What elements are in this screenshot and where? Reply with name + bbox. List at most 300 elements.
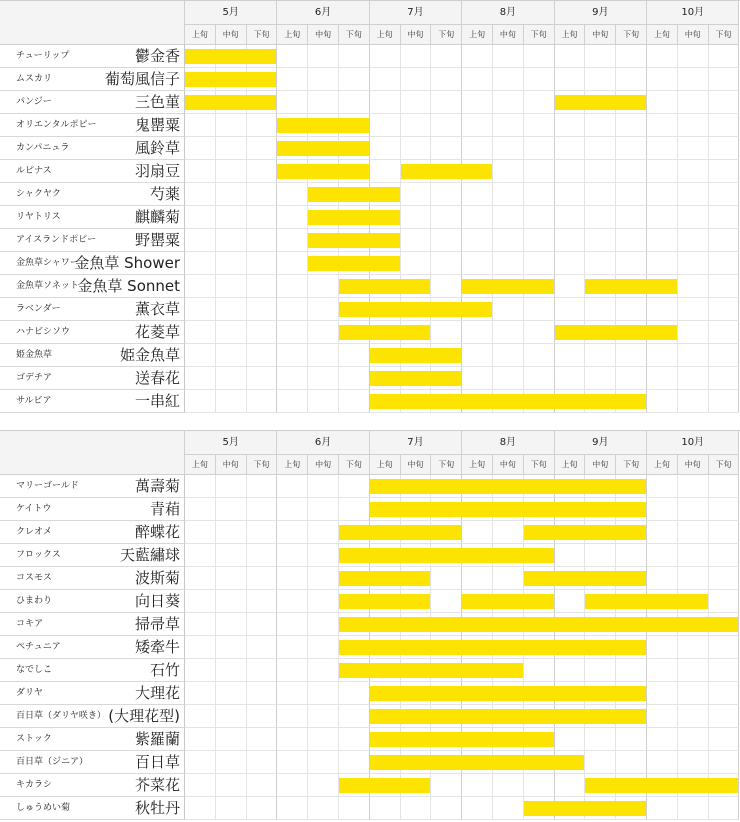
grid-cell [339,367,370,390]
grid-cell [216,114,247,137]
table-row [0,705,740,728]
grid-cell [585,137,616,160]
grid-cell [247,475,278,498]
table-row [0,682,740,705]
grid-cell [647,659,678,682]
grid-cell [585,344,616,367]
flower-label [0,659,185,682]
grid-cell [647,521,678,544]
flower-name-kanji: 金魚草 Sonnet [77,277,180,295]
grid-cell [462,137,493,160]
grid-cell [647,114,678,137]
grid-cell [247,275,278,298]
flower-name-kanji: 薫衣草 [134,300,180,318]
grid-cell [616,206,647,229]
grid-cell [185,229,216,252]
bloom-bar [308,187,399,202]
grid-cell [647,567,678,590]
grid-cell [339,751,370,774]
flower-name-kana: ストック [16,734,52,744]
flower-label [0,613,185,636]
grid-cell [524,298,555,321]
grid-cell [277,544,308,567]
bloom-bar [401,164,492,179]
grid-cell [678,68,709,91]
flower-name-kana: キカラシ [16,780,53,790]
grid-cell [277,751,308,774]
month-header: 8月 [462,431,554,455]
table-row [0,751,740,774]
table-row [0,498,740,521]
table-row [0,613,740,636]
bloom-bar [339,617,738,632]
bloom-bar [370,709,646,724]
dekad-header: 中旬 [493,455,524,475]
table-row [0,91,740,114]
grid-cell [493,68,524,91]
grid-cell [709,321,740,344]
grid-cell [339,390,370,413]
grid-cell [524,114,555,137]
dekad-header: 下旬 [709,455,740,475]
grid-cell [185,544,216,567]
flower-name-kana: コキア [16,619,44,629]
table-row [0,137,740,160]
dekad-header: 中旬 [678,455,709,475]
bloom-bar [462,279,553,294]
grid-cell [709,367,740,390]
grid-cell [308,344,339,367]
grid-cell [678,498,709,521]
flower-name-kanji: 天藍繡球 [119,546,180,564]
grid-cell [678,298,709,321]
grid-cell [647,475,678,498]
grid-cell [616,367,647,390]
flower-name-kanji: 葡萄風信子 [104,70,180,88]
flower-label [0,275,185,298]
flower-name-kana: コスモス [16,573,53,583]
grid-cell [277,475,308,498]
grid-cell [678,390,709,413]
grid-cell [308,797,339,820]
grid-cell [493,160,524,183]
grid-cell [678,252,709,275]
grid-cell [277,321,308,344]
flower-label [0,590,185,613]
grid-cell [678,475,709,498]
grid-cell [247,367,278,390]
grid-cell [709,636,740,659]
table-header [0,1,740,45]
table-header [0,431,740,475]
grid-cell [493,367,524,390]
dekad-header: 上旬 [647,455,678,475]
grid-cell [277,567,308,590]
flower-label [0,137,185,160]
grid-cell [709,705,740,728]
grid-cell [462,774,493,797]
grid-cell [185,521,216,544]
grid-cell [247,298,278,321]
flower-name-kanji: 波斯菊 [134,569,180,587]
flower-name-kanji: 醉蝶花 [134,523,180,541]
grid-cell [647,751,678,774]
grid-cell [585,206,616,229]
flower-name-kana: サルビア [16,396,52,406]
grid-cell [401,252,432,275]
grid-cell [555,544,586,567]
flower-name-kana: 百日草（ジニア） [16,757,89,767]
grid-cell [462,367,493,390]
grid-cell [462,68,493,91]
dekad-header: 中旬 [585,25,616,45]
grid-cell [585,544,616,567]
grid-cell [493,774,524,797]
grid-cell [247,797,278,820]
flower-label [0,797,185,820]
grid-cell [185,183,216,206]
grid-cell [247,567,278,590]
grid-cell [401,68,432,91]
grid-cell [185,206,216,229]
bloom-bar [462,594,553,609]
grid-cell [216,751,247,774]
grid-cell [308,728,339,751]
grid-cell [247,613,278,636]
grid-cell [555,45,586,68]
grid-cell [647,367,678,390]
flower-name-kanji: 秋牡丹 [134,799,180,817]
grid-cell [370,68,401,91]
grid-cell [555,774,586,797]
grid-cell [462,321,493,344]
grid-cell [277,659,308,682]
grid-cell [524,774,555,797]
grid-cell [431,252,462,275]
bloom-bar [555,325,677,340]
grid-cell [216,344,247,367]
grid-cell [247,682,278,705]
grid-cell [524,321,555,344]
grid-cell [216,252,247,275]
grid-cell [709,68,740,91]
flower-label [0,390,185,413]
grid-cell [555,344,586,367]
grid-cell [308,659,339,682]
dekad-header: 中旬 [216,455,247,475]
grid-cell [339,45,370,68]
flower-name-kana: アイスランドポピー [16,235,97,245]
bloom-bar [185,72,276,87]
grid-cell [493,45,524,68]
flower-label [0,751,185,774]
dekad-header: 上旬 [370,455,401,475]
grid-cell [555,160,586,183]
grid-cell [555,68,586,91]
bloom-bar [339,525,461,540]
grid-cell [277,521,308,544]
grid-cell [247,137,278,160]
grid-cell [216,367,247,390]
grid-cell [647,160,678,183]
grid-cell [678,367,709,390]
grid-cell [524,659,555,682]
grid-cell [247,728,278,751]
grid-cell [555,229,586,252]
grid-cell [185,636,216,659]
grid-cell [647,705,678,728]
dekad-header: 下旬 [616,25,647,45]
grid-cell [431,275,462,298]
grid-cell [370,160,401,183]
grid-cell [709,91,740,114]
flower-label [0,68,185,91]
grid-cell [431,206,462,229]
grid-cell [308,544,339,567]
grid-cell [185,390,216,413]
grid-cell [585,183,616,206]
grid-cell [709,298,740,321]
grid-cell [709,137,740,160]
grid-cell [709,498,740,521]
flower-name-kana: ペチュニア [16,642,61,652]
grid-cell [524,252,555,275]
flower-label [0,229,185,252]
grid-cell [216,613,247,636]
grid-cell [401,137,432,160]
grid-cell [185,567,216,590]
grid-cell [277,252,308,275]
flower-name-kana: ダリヤ [16,688,43,698]
grid-cell [431,774,462,797]
grid-cell [216,636,247,659]
grid-cell [185,498,216,521]
grid-cell [709,390,740,413]
dekad-header: 下旬 [247,25,278,45]
table-row [0,114,740,137]
grid-cell [585,298,616,321]
grid-cell [308,613,339,636]
grid-cell [277,91,308,114]
bloom-bar [339,302,492,317]
grid-cell [216,797,247,820]
grid-cell [247,636,278,659]
dekad-header: 上旬 [555,25,586,45]
table-row [0,45,740,68]
month-header: 5月 [185,1,277,25]
grid-cell [647,91,678,114]
grid-cell [678,91,709,114]
table-row [0,68,740,91]
table-row [0,160,740,183]
grid-cell [247,160,278,183]
flower-label [0,475,185,498]
grid-cell [585,229,616,252]
grid-cell [647,390,678,413]
grid-cell [493,91,524,114]
header-corner [0,1,185,45]
grid-cell [277,498,308,521]
grid-cell [555,590,586,613]
grid-cell [247,774,278,797]
grid-cell [185,367,216,390]
flower-name-kanji: 百日草 [134,753,180,771]
flower-name-kana: ルピナス [16,166,52,176]
flower-name-kanji: 鬱金香 [134,47,180,65]
grid-cell [678,544,709,567]
flower-name-kana: カンパニュラ [16,143,70,153]
dekad-header: 下旬 [524,455,555,475]
flower-name-kana: 金魚草ソネット [16,281,79,291]
grid-cell [678,206,709,229]
flower-name-kana: チューリップ [16,51,70,61]
grid-cell [339,682,370,705]
grid-cell [647,252,678,275]
grid-cell [524,91,555,114]
bloom-bar [308,210,399,225]
grid-cell [709,682,740,705]
flower-name-kana: しゅうめい菊 [16,803,71,813]
grid-cell [462,183,493,206]
grid-cell [277,774,308,797]
grid-cell [647,728,678,751]
flower-name-kanji: 青葙 [149,500,180,518]
flower-label [0,636,185,659]
grid-cell [308,68,339,91]
dekad-header: 下旬 [339,455,370,475]
grid-cell [709,728,740,751]
bloom-bar [585,279,676,294]
grid-cell [585,751,616,774]
grid-cell [709,521,740,544]
grid-cell [678,114,709,137]
flower-label [0,774,185,797]
bloom-bar [277,164,368,179]
grid-cell [339,91,370,114]
flower-name-kana: フロックス [16,550,61,560]
flower-name-kana: 百日草（ダリヤ咲き） [16,711,106,721]
bloom-bar [524,571,646,586]
dekad-header: 下旬 [431,25,462,45]
grid-cell [401,206,432,229]
grid-cell [678,45,709,68]
grid-cell [585,252,616,275]
dekad-header: 上旬 [277,25,308,45]
grid-cell [216,160,247,183]
grid-cell [678,705,709,728]
table-row [0,344,740,367]
grid-cell [247,544,278,567]
bloom-bar [370,502,646,517]
grid-cell [308,682,339,705]
bloom-bar [555,95,646,110]
grid-cell [647,544,678,567]
table-row [0,797,740,820]
flower-name-kanji: 芥菜花 [134,776,180,794]
grid-cell [247,206,278,229]
grid-cell [555,728,586,751]
grid-cell [555,298,586,321]
grid-cell [216,475,247,498]
grid-cell [709,659,740,682]
month-header: 10月 [647,1,739,25]
dekad-header: 上旬 [647,25,678,45]
grid-cell [555,659,586,682]
flower-name-kanji: 金魚草 Shower [74,254,180,272]
grid-cell [493,344,524,367]
grid-cell [462,521,493,544]
grid-cell [185,298,216,321]
grid-cell [185,728,216,751]
grid-cell [647,206,678,229]
grid-cell [493,114,524,137]
bloom-bar [370,348,461,363]
grid-cell [431,183,462,206]
month-header: 5月 [185,431,277,455]
flower-label [0,728,185,751]
grid-cell [308,390,339,413]
grid-cell [678,321,709,344]
grid-cell [339,797,370,820]
grid-cell [678,344,709,367]
grid-cell [462,114,493,137]
grid-cell [277,728,308,751]
dekad-header: 上旬 [370,25,401,45]
grid-cell [216,774,247,797]
grid-cell [339,728,370,751]
bloom-bar [370,686,646,701]
flower-name-kana: 金魚草シャワー [16,258,79,268]
grid-cell [616,252,647,275]
grid-cell [185,475,216,498]
grid-cell [216,275,247,298]
bloom-bar [339,778,430,793]
grid-cell [585,45,616,68]
grid-cell [616,751,647,774]
dekad-header: 下旬 [431,455,462,475]
grid-cell [216,229,247,252]
grid-cell [185,613,216,636]
grid-cell [216,682,247,705]
grid-cell [247,390,278,413]
flower-label [0,567,185,590]
bloom-bar [308,256,399,271]
grid-cell [462,252,493,275]
grid-cell [247,229,278,252]
grid-cell [647,298,678,321]
flower-name-kanji: 向日葵 [134,592,180,610]
grid-cell [216,390,247,413]
month-header: 6月 [277,1,369,25]
grid-cell [308,705,339,728]
grid-cell [185,252,216,275]
flower-label [0,206,185,229]
flower-label [0,521,185,544]
grid-cell [216,298,247,321]
grid-cell [493,206,524,229]
grid-cell [616,728,647,751]
table-row [0,544,740,567]
flower-name-kana: パンジー [16,97,52,107]
grid-cell [462,344,493,367]
month-header: 7月 [370,431,462,455]
grid-cell [185,114,216,137]
flower-label [0,252,185,275]
grid-cell [647,229,678,252]
dekad-header: 中旬 [585,455,616,475]
grid-cell [247,590,278,613]
grid-cell [185,160,216,183]
